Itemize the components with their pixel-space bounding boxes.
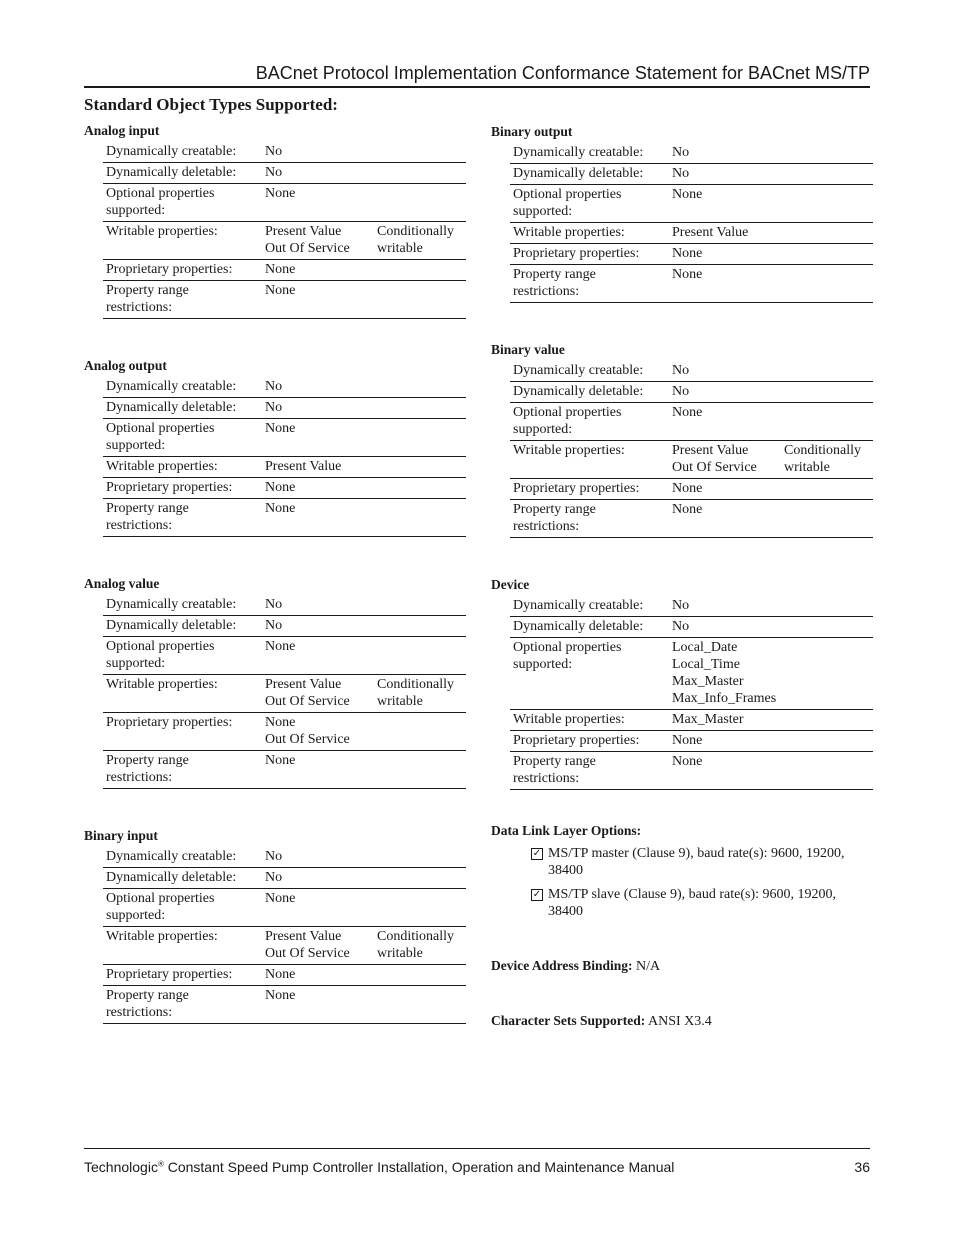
- property-name: Writable properties:: [103, 457, 262, 478]
- property-value: None: [262, 751, 374, 789]
- property-value: None: [262, 637, 374, 675]
- property-note: [781, 403, 873, 441]
- property-name: Dynamically deletable:: [510, 164, 669, 185]
- property-note: [781, 244, 873, 265]
- page-footer: [84, 1148, 870, 1176]
- property-name: Optional properties supported:: [103, 889, 262, 927]
- property-row: [103, 142, 466, 163]
- property-name: Property range restrictions:: [510, 265, 669, 303]
- property-note: [781, 185, 873, 223]
- property-row: [510, 164, 873, 185]
- property-name: Dynamically creatable:: [103, 847, 262, 868]
- property-value: No: [669, 143, 781, 164]
- property-note: [781, 479, 873, 500]
- property-note: [374, 281, 466, 319]
- property-row: [103, 616, 466, 637]
- object-block: [491, 577, 870, 790]
- property-note: [374, 163, 466, 184]
- property-note: [781, 596, 873, 617]
- property-value: None: [262, 260, 374, 281]
- property-note: [781, 164, 873, 185]
- property-note: [374, 398, 466, 419]
- property-value: Present Value: [262, 457, 374, 478]
- data-link-options: [491, 823, 870, 920]
- data-link-option: [531, 845, 870, 879]
- property-note: [374, 595, 466, 616]
- property-value: No: [262, 616, 374, 637]
- property-value: No: [262, 595, 374, 616]
- property-row: [510, 479, 873, 500]
- property-name: Dynamically creatable:: [103, 595, 262, 616]
- property-value: No: [262, 142, 374, 163]
- property-name: Dynamically deletable:: [103, 616, 262, 637]
- object-title: Binary input: [84, 828, 158, 843]
- property-value: None: [262, 499, 374, 537]
- object-title: Binary value: [491, 342, 565, 357]
- property-name: Dynamically deletable:: [510, 382, 669, 403]
- property-row: [510, 596, 873, 617]
- property-name: Property range restrictions:: [103, 499, 262, 537]
- property-name: Optional properties supported:: [103, 419, 262, 457]
- property-note: [781, 752, 873, 790]
- property-row: [510, 382, 873, 403]
- footer-manual-title: Constant Speed Pump Controller Installation, Operation and Maintenance Manual: [163, 1159, 675, 1175]
- property-value: None: [669, 479, 781, 500]
- property-row: [103, 260, 466, 281]
- property-row: [103, 927, 466, 965]
- property-name: Writable properties:: [103, 927, 262, 965]
- property-value: No: [669, 361, 781, 382]
- properties-table: [103, 595, 466, 789]
- properties-table: [103, 377, 466, 537]
- object-title: Analog output: [84, 358, 167, 373]
- property-note: [781, 617, 873, 638]
- property-value: None: [669, 403, 781, 441]
- property-note: [374, 847, 466, 868]
- property-note: Conditionally writable: [374, 222, 466, 260]
- property-note: [374, 142, 466, 163]
- footer-brand: Technologic: [84, 1159, 158, 1175]
- property-value: None: [669, 752, 781, 790]
- data-link-option-text: MS/TP master (Clause 9), baud rate(s): 9600, 19200, 38400: [548, 846, 845, 878]
- property-note: [781, 265, 873, 303]
- data-link-option-text: MS/TP slave (Clause 9), baud rate(s): 9600, 19200, 38400: [548, 887, 836, 919]
- property-row: [510, 143, 873, 164]
- property-name: Dynamically creatable:: [103, 377, 262, 398]
- object-block: [84, 828, 463, 1024]
- property-value: None: [669, 731, 781, 752]
- property-value: No: [262, 377, 374, 398]
- property-row: [510, 500, 873, 538]
- device-address-binding-label: Device Address Binding:: [491, 958, 633, 973]
- property-note: [781, 143, 873, 164]
- property-name: Proprietary properties:: [103, 713, 262, 751]
- property-note: [374, 478, 466, 499]
- property-row: [510, 752, 873, 790]
- property-note: [374, 889, 466, 927]
- data-link-option: [531, 886, 870, 920]
- property-value: None: [262, 478, 374, 499]
- properties-table: [103, 847, 466, 1024]
- object-title: Analog input: [84, 123, 160, 138]
- property-row: [103, 478, 466, 499]
- object-block: [84, 576, 463, 789]
- property-value: Present Value: [669, 223, 781, 244]
- property-name: Optional properties supported:: [510, 403, 669, 441]
- property-row: [103, 398, 466, 419]
- property-name: Dynamically creatable:: [510, 361, 669, 382]
- property-name: Property range restrictions:: [510, 752, 669, 790]
- property-name: Property range restrictions:: [510, 500, 669, 538]
- property-name: Writable properties:: [510, 223, 669, 244]
- property-name: Dynamically creatable:: [103, 142, 262, 163]
- property-name: Dynamically creatable:: [510, 143, 669, 164]
- property-note: [374, 419, 466, 457]
- object-block: [491, 342, 870, 538]
- property-note: [781, 638, 873, 710]
- property-row: [103, 847, 466, 868]
- page-header-title: BACnet Protocol Implementation Conformance Statement for BACnet MS/TP: [255, 63, 870, 83]
- property-name: Proprietary properties:: [103, 478, 262, 499]
- property-value: None: [669, 265, 781, 303]
- property-row: [103, 499, 466, 537]
- property-row: [510, 710, 873, 731]
- property-value: None: [669, 185, 781, 223]
- property-value: Present Value Out Of Service: [262, 927, 374, 965]
- property-row: [510, 403, 873, 441]
- checkbox-checked-icon: ✓: [532, 848, 542, 859]
- property-row: [510, 638, 873, 710]
- property-row: [103, 889, 466, 927]
- property-note: [781, 382, 873, 403]
- property-row: [103, 637, 466, 675]
- property-note: [374, 616, 466, 637]
- object-title: Device: [491, 577, 530, 592]
- property-name: Optional properties supported:: [510, 638, 669, 710]
- property-value: No: [669, 164, 781, 185]
- property-name: Property range restrictions:: [103, 281, 262, 319]
- page-header: [84, 62, 870, 88]
- property-note: [374, 986, 466, 1024]
- property-note: [374, 751, 466, 789]
- object-block: [491, 124, 870, 303]
- property-value: Present Value Out Of Service: [262, 675, 374, 713]
- property-row: [103, 965, 466, 986]
- right-column: [491, 124, 870, 1030]
- property-note: Conditionally writable: [781, 441, 873, 479]
- property-row: [510, 617, 873, 638]
- property-row: [510, 265, 873, 303]
- page-number: 36: [854, 1159, 870, 1175]
- property-row: [103, 751, 466, 789]
- property-name: Property range restrictions:: [103, 751, 262, 789]
- property-value: No: [669, 617, 781, 638]
- object-title: Binary output: [491, 124, 573, 139]
- property-note: [374, 260, 466, 281]
- properties-table: [510, 361, 873, 538]
- object-block: [84, 358, 463, 537]
- property-value: None: [262, 986, 374, 1024]
- property-value: None: [262, 281, 374, 319]
- property-value: None: [262, 889, 374, 927]
- property-row: [103, 457, 466, 478]
- property-note: Conditionally writable: [374, 927, 466, 965]
- property-note: [781, 361, 873, 382]
- left-column: [84, 123, 463, 1024]
- property-name: Writable properties:: [510, 441, 669, 479]
- property-note: [374, 377, 466, 398]
- device-address-binding: [491, 957, 870, 975]
- property-value: None: [669, 500, 781, 538]
- property-name: Optional properties supported:: [103, 184, 262, 222]
- property-note: [374, 184, 466, 222]
- property-name: Writable properties:: [103, 222, 262, 260]
- properties-table: [510, 596, 873, 790]
- property-note: Conditionally writable: [374, 675, 466, 713]
- property-name: Proprietary properties:: [103, 965, 262, 986]
- property-value: Max_Master: [669, 710, 781, 731]
- property-row: [510, 731, 873, 752]
- property-name: Dynamically deletable:: [103, 163, 262, 184]
- property-value: None: [262, 184, 374, 222]
- property-note: [374, 457, 466, 478]
- property-note: [781, 223, 873, 244]
- property-value: Present Value Out Of Service: [262, 222, 374, 260]
- property-row: [510, 244, 873, 265]
- property-note: [374, 965, 466, 986]
- character-sets: [491, 1012, 870, 1030]
- object-block: [84, 123, 463, 319]
- section-title: Standard Object Types Supported:: [84, 95, 338, 114]
- property-name: Writable properties:: [510, 710, 669, 731]
- property-name: Optional properties supported:: [510, 185, 669, 223]
- property-value: No: [262, 398, 374, 419]
- property-row: [103, 675, 466, 713]
- property-name: Dynamically deletable:: [510, 617, 669, 638]
- property-value: Present Value Out Of Service: [669, 441, 781, 479]
- data-link-option-list: [531, 845, 870, 920]
- property-row: [103, 713, 466, 751]
- property-row: [103, 222, 466, 260]
- character-sets-value: ANSI X3.4: [647, 1014, 712, 1029]
- property-value: No: [262, 847, 374, 868]
- property-value: None Out Of Service: [262, 713, 374, 751]
- checkbox-checked-icon: ✓: [532, 889, 542, 900]
- property-value: Local_Date Local_Time Max_Master Max_Info_Frames: [669, 638, 781, 710]
- property-value: No: [262, 163, 374, 184]
- property-row: [103, 595, 466, 616]
- property-note: [374, 637, 466, 675]
- property-row: [103, 986, 466, 1024]
- property-note: [374, 713, 466, 751]
- footer-title: [84, 1158, 674, 1176]
- property-name: Dynamically deletable:: [103, 398, 262, 419]
- property-value: No: [262, 868, 374, 889]
- property-row: [510, 441, 873, 479]
- property-row: [510, 223, 873, 244]
- property-name: Proprietary properties:: [510, 244, 669, 265]
- character-sets-label: Character Sets Supported:: [491, 1013, 646, 1028]
- data-link-title: Data Link Layer Options:: [491, 823, 642, 838]
- property-name: Dynamically deletable:: [103, 868, 262, 889]
- property-row: [103, 868, 466, 889]
- property-row: [103, 377, 466, 398]
- properties-table: [510, 143, 873, 303]
- property-row: [510, 185, 873, 223]
- property-note: [781, 710, 873, 731]
- property-row: [103, 184, 466, 222]
- property-row: [510, 361, 873, 382]
- device-address-binding-value: N/A: [636, 959, 661, 974]
- property-row: [103, 163, 466, 184]
- property-value: No: [669, 596, 781, 617]
- property-note: [374, 868, 466, 889]
- property-name: Proprietary properties:: [510, 731, 669, 752]
- registered-mark: ®: [157, 1159, 164, 1169]
- property-note: [374, 499, 466, 537]
- property-row: [103, 281, 466, 319]
- property-name: Dynamically creatable:: [510, 596, 669, 617]
- property-note: [781, 731, 873, 752]
- property-name: Property range restrictions:: [103, 986, 262, 1024]
- properties-table: [103, 142, 466, 319]
- property-name: Writable properties:: [103, 675, 262, 713]
- property-name: Optional properties supported:: [103, 637, 262, 675]
- property-row: [103, 419, 466, 457]
- property-value: None: [669, 244, 781, 265]
- object-title: Analog value: [84, 576, 160, 591]
- property-value: No: [669, 382, 781, 403]
- property-value: None: [262, 419, 374, 457]
- property-value: None: [262, 965, 374, 986]
- property-name: Proprietary properties:: [510, 479, 669, 500]
- property-name: Proprietary properties:: [103, 260, 262, 281]
- property-note: [781, 500, 873, 538]
